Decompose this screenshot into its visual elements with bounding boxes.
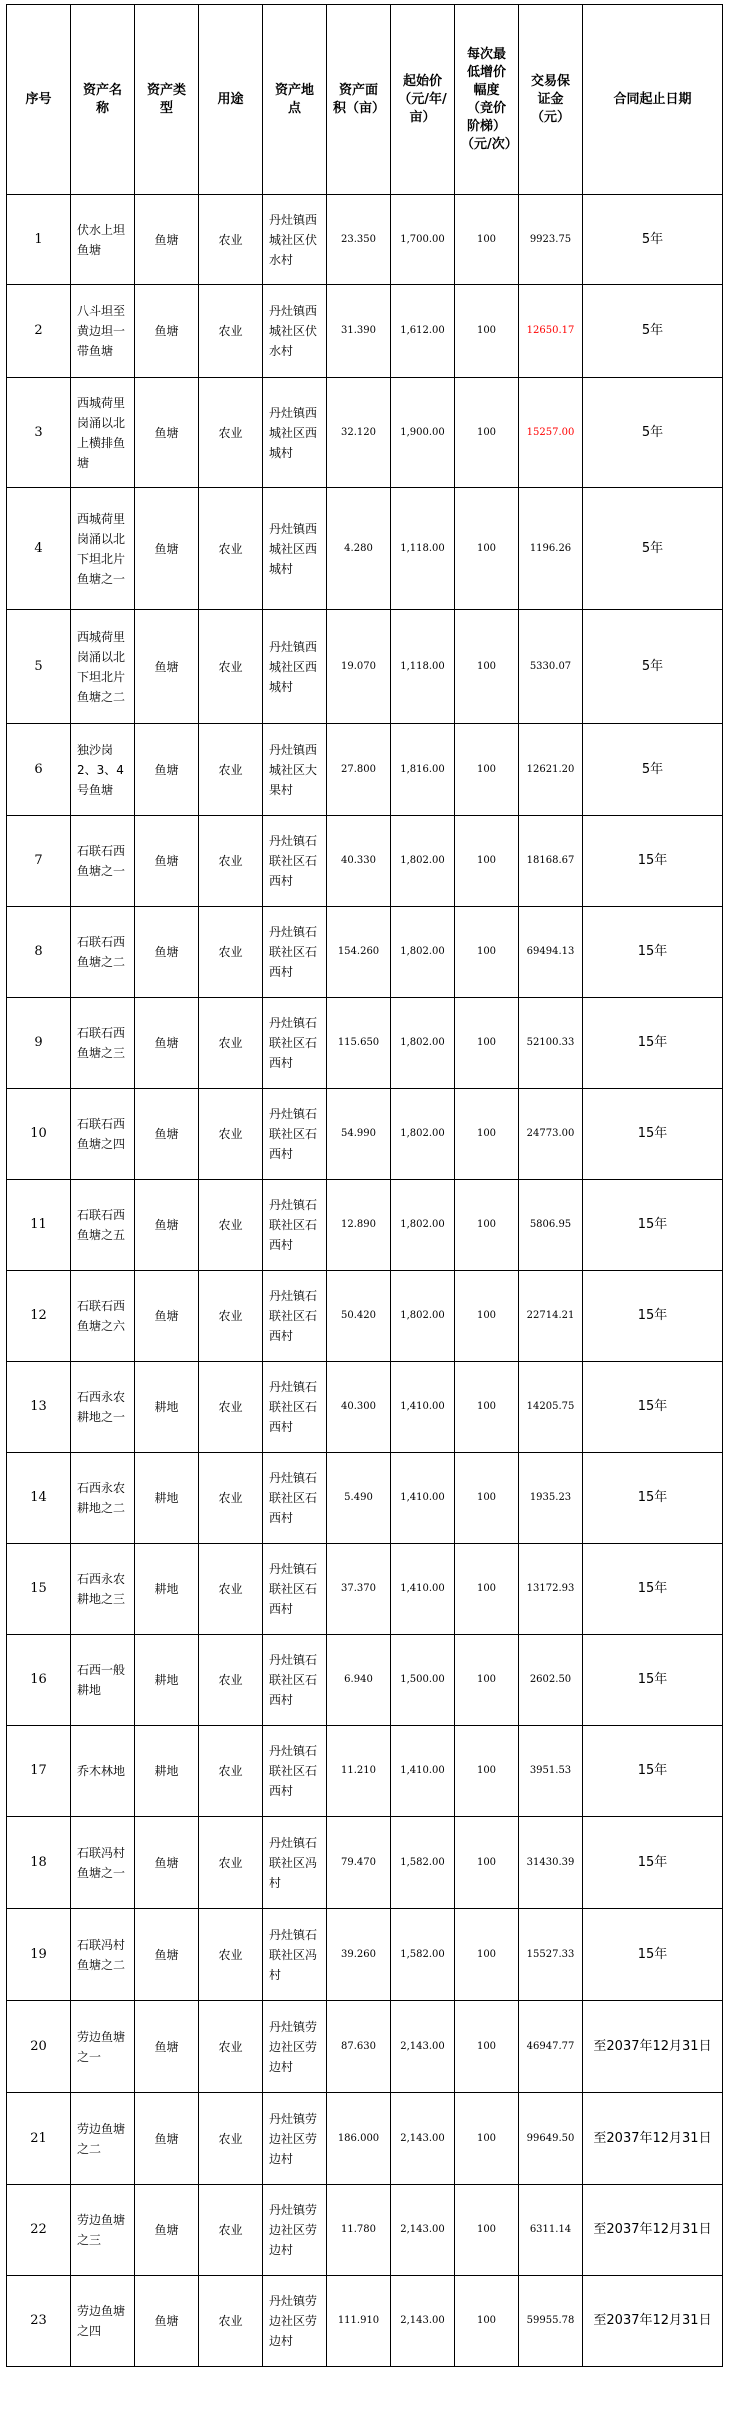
cell-bid-step: 100: [455, 1635, 519, 1726]
cell-location: 丹灶镇石联社区石西村: [263, 998, 327, 1089]
cell-contract-term: 15年: [583, 1453, 723, 1544]
asset-table: [6, 4, 723, 2367]
table-row: [7, 1089, 723, 1180]
cell-contract-term: 5年: [583, 488, 723, 610]
cell-deposit: 12650.17: [519, 285, 583, 378]
cell-seq: 5: [7, 610, 71, 724]
table-row: [7, 2276, 723, 2367]
table-row: [7, 2185, 723, 2276]
cell-use: 农业: [199, 1180, 263, 1271]
cell-location: 丹灶镇西城社区西城村: [263, 378, 327, 488]
header-seq: 序号: [7, 5, 71, 195]
cell-deposit: 18168.67: [519, 816, 583, 907]
cell-seq: 1: [7, 195, 71, 285]
header-step: 每次最低增价幅度（竞价阶梯）（元/次）: [455, 5, 519, 195]
cell-location: 丹灶镇石联社区石西村: [263, 1362, 327, 1453]
cell-asset-name: 石西永农耕地之一: [71, 1362, 135, 1453]
cell-asset-type: 鱼塘: [135, 285, 199, 378]
cell-asset-name: 石西永农耕地之三: [71, 1544, 135, 1635]
cell-deposit: 6311.14: [519, 2185, 583, 2276]
cell-bid-step: 100: [455, 1180, 519, 1271]
cell-asset-type: 鱼塘: [135, 195, 199, 285]
table-row: [7, 1726, 723, 1817]
cell-location: 丹灶镇西城社区西城村: [263, 488, 327, 610]
cell-use: 农业: [199, 2185, 263, 2276]
cell-area: 40.330: [327, 816, 391, 907]
cell-start-price: 1,118.00: [391, 610, 455, 724]
cell-deposit: 99649.50: [519, 2093, 583, 2185]
cell-seq: 6: [7, 724, 71, 816]
cell-bid-step: 100: [455, 998, 519, 1089]
cell-area: 12.890: [327, 1180, 391, 1271]
table-row: [7, 2093, 723, 2185]
cell-location: 丹灶镇石联社区石西村: [263, 907, 327, 998]
cell-start-price: 1,410.00: [391, 1726, 455, 1817]
table-row: [7, 1271, 723, 1362]
cell-deposit: 3951.53: [519, 1726, 583, 1817]
cell-asset-name: 石联石西鱼塘之二: [71, 907, 135, 998]
cell-start-price: 1,582.00: [391, 1909, 455, 2001]
table-row: [7, 816, 723, 907]
cell-contract-term: 15年: [583, 1635, 723, 1726]
cell-location: 丹灶镇石联社区石西村: [263, 1271, 327, 1362]
cell-location: 丹灶镇劳边社区劳边村: [263, 2276, 327, 2367]
cell-start-price: 1,700.00: [391, 195, 455, 285]
cell-seq: 7: [7, 816, 71, 907]
cell-area: 5.490: [327, 1453, 391, 1544]
header-term: 合同起止日期: [583, 5, 723, 195]
cell-deposit: 15527.33: [519, 1909, 583, 2001]
cell-seq: 15: [7, 1544, 71, 1635]
cell-asset-name: 石西一般耕地: [71, 1635, 135, 1726]
cell-use: 农业: [199, 1635, 263, 1726]
cell-asset-type: 鱼塘: [135, 2276, 199, 2367]
cell-use: 农业: [199, 907, 263, 998]
cell-contract-term: 5年: [583, 285, 723, 378]
cell-start-price: 1,500.00: [391, 1635, 455, 1726]
cell-bid-step: 100: [455, 1089, 519, 1180]
cell-deposit: 5806.95: [519, 1180, 583, 1271]
cell-contract-term: 至2037年12月31日: [583, 2001, 723, 2093]
cell-deposit: 15257.00: [519, 378, 583, 488]
cell-use: 农业: [199, 1089, 263, 1180]
cell-bid-step: 100: [455, 1544, 519, 1635]
cell-bid-step: 100: [455, 1817, 519, 1909]
cell-start-price: 1,118.00: [391, 488, 455, 610]
cell-seq: 13: [7, 1362, 71, 1453]
table-row: [7, 1909, 723, 2001]
cell-area: 79.470: [327, 1817, 391, 1909]
cell-use: 农业: [199, 1271, 263, 1362]
table-row: [7, 907, 723, 998]
cell-location: 丹灶镇石联社区石西村: [263, 1544, 327, 1635]
cell-bid-step: 100: [455, 2001, 519, 2093]
cell-seq: 17: [7, 1726, 71, 1817]
cell-bid-step: 100: [455, 1726, 519, 1817]
cell-area: 32.120: [327, 378, 391, 488]
cell-start-price: 1,410.00: [391, 1362, 455, 1453]
cell-asset-name: 乔木林地: [71, 1726, 135, 1817]
cell-contract-term: 15年: [583, 998, 723, 1089]
cell-contract-term: 15年: [583, 1909, 723, 2001]
cell-seq: 4: [7, 488, 71, 610]
cell-asset-type: 耕地: [135, 1544, 199, 1635]
cell-bid-step: 100: [455, 195, 519, 285]
cell-asset-type: 鱼塘: [135, 907, 199, 998]
cell-asset-type: 耕地: [135, 1362, 199, 1453]
cell-asset-type: 鱼塘: [135, 1817, 199, 1909]
cell-start-price: 1,582.00: [391, 1817, 455, 1909]
cell-deposit: 69494.13: [519, 907, 583, 998]
cell-deposit: 5330.07: [519, 610, 583, 724]
cell-asset-name: 八斗坦至黄边坦一带鱼塘: [71, 285, 135, 378]
cell-deposit: 31430.39: [519, 1817, 583, 1909]
cell-asset-type: 鱼塘: [135, 1089, 199, 1180]
cell-deposit: 13172.93: [519, 1544, 583, 1635]
cell-seq: 19: [7, 1909, 71, 2001]
cell-use: 农业: [199, 1544, 263, 1635]
cell-bid-step: 100: [455, 907, 519, 998]
cell-use: 农业: [199, 1362, 263, 1453]
cell-start-price: 1,612.00: [391, 285, 455, 378]
cell-deposit: 12621.20: [519, 724, 583, 816]
cell-asset-name: 独沙岗2、3、4号鱼塘: [71, 724, 135, 816]
cell-contract-term: 5年: [583, 378, 723, 488]
table-row: [7, 1453, 723, 1544]
cell-asset-name: 西城荷里岗涌以北下坦北片鱼塘之二: [71, 610, 135, 724]
header-name: 资产名称: [71, 5, 135, 195]
cell-contract-term: 15年: [583, 1180, 723, 1271]
cell-bid-step: 100: [455, 1909, 519, 2001]
cell-start-price: 1,900.00: [391, 378, 455, 488]
cell-contract-term: 15年: [583, 1089, 723, 1180]
cell-use: 农业: [199, 816, 263, 907]
cell-start-price: 1,802.00: [391, 1089, 455, 1180]
table-row: [7, 378, 723, 488]
cell-deposit: 52100.33: [519, 998, 583, 1089]
cell-asset-name: 劳边鱼塘之三: [71, 2185, 135, 2276]
cell-asset-name: 石联石西鱼塘之一: [71, 816, 135, 907]
cell-seq: 22: [7, 2185, 71, 2276]
cell-seq: 18: [7, 1817, 71, 1909]
table-row: [7, 998, 723, 1089]
cell-bid-step: 100: [455, 2093, 519, 2185]
cell-contract-term: 15年: [583, 1271, 723, 1362]
cell-start-price: 2,143.00: [391, 2001, 455, 2093]
cell-use: 农业: [199, 1726, 263, 1817]
cell-asset-name: 石联石西鱼塘之五: [71, 1180, 135, 1271]
cell-contract-term: 15年: [583, 907, 723, 998]
cell-seq: 10: [7, 1089, 71, 1180]
cell-asset-name: 西城荷里岗涌以北上横排鱼塘: [71, 378, 135, 488]
cell-start-price: 1,802.00: [391, 907, 455, 998]
cell-deposit: 24773.00: [519, 1089, 583, 1180]
table-row: [7, 1544, 723, 1635]
cell-area: 27.800: [327, 724, 391, 816]
cell-contract-term: 5年: [583, 724, 723, 816]
cell-asset-type: 鱼塘: [135, 2001, 199, 2093]
cell-asset-type: 鱼塘: [135, 724, 199, 816]
cell-location: 丹灶镇劳边社区劳边村: [263, 2185, 327, 2276]
cell-asset-type: 鱼塘: [135, 488, 199, 610]
cell-use: 农业: [199, 488, 263, 610]
cell-use: 农业: [199, 378, 263, 488]
cell-bid-step: 100: [455, 1271, 519, 1362]
header-price: 起始价（元/年/亩）: [391, 5, 455, 195]
cell-asset-type: 鱼塘: [135, 610, 199, 724]
cell-start-price: 1,802.00: [391, 1271, 455, 1362]
cell-contract-term: 15年: [583, 1362, 723, 1453]
cell-area: 87.630: [327, 2001, 391, 2093]
cell-use: 农业: [199, 1817, 263, 1909]
cell-bid-step: 100: [455, 2276, 519, 2367]
cell-use: 农业: [199, 2093, 263, 2185]
cell-area: 111.910: [327, 2276, 391, 2367]
cell-seq: 14: [7, 1453, 71, 1544]
cell-use: 农业: [199, 724, 263, 816]
cell-asset-type: 鱼塘: [135, 998, 199, 1089]
cell-location: 丹灶镇西城社区西城村: [263, 610, 327, 724]
cell-location: 丹灶镇石联社区冯村: [263, 1817, 327, 1909]
cell-location: 丹灶镇石联社区石西村: [263, 1635, 327, 1726]
cell-deposit: 22714.21: [519, 1271, 583, 1362]
cell-area: 186.000: [327, 2093, 391, 2185]
cell-asset-type: 鱼塘: [135, 2093, 199, 2185]
cell-seq: 3: [7, 378, 71, 488]
cell-seq: 20: [7, 2001, 71, 2093]
cell-location: 丹灶镇石联社区石西村: [263, 816, 327, 907]
cell-area: 39.260: [327, 1909, 391, 2001]
cell-area: 19.070: [327, 610, 391, 724]
cell-asset-type: 鱼塘: [135, 2185, 199, 2276]
cell-asset-type: 鱼塘: [135, 816, 199, 907]
cell-use: 农业: [199, 285, 263, 378]
cell-seq: 2: [7, 285, 71, 378]
cell-seq: 16: [7, 1635, 71, 1726]
cell-area: 54.990: [327, 1089, 391, 1180]
cell-asset-type: 鱼塘: [135, 1180, 199, 1271]
cell-asset-name: 西城荷里岗涌以北下坦北片鱼塘之一: [71, 488, 135, 610]
cell-area: 11.780: [327, 2185, 391, 2276]
cell-asset-name: 石联石西鱼塘之六: [71, 1271, 135, 1362]
cell-bid-step: 100: [455, 816, 519, 907]
cell-area: 11.210: [327, 1726, 391, 1817]
cell-bid-step: 100: [455, 2185, 519, 2276]
cell-location: 丹灶镇劳边社区劳边村: [263, 2001, 327, 2093]
cell-asset-type: 耕地: [135, 1726, 199, 1817]
cell-deposit: 9923.75: [519, 195, 583, 285]
cell-contract-term: 至2037年12月31日: [583, 2093, 723, 2185]
cell-start-price: 2,143.00: [391, 2185, 455, 2276]
cell-area: 23.350: [327, 195, 391, 285]
cell-asset-name: 劳边鱼塘之一: [71, 2001, 135, 2093]
cell-location: 丹灶镇劳边社区劳边村: [263, 2093, 327, 2185]
cell-start-price: 1,410.00: [391, 1453, 455, 1544]
table-row: [7, 285, 723, 378]
cell-asset-type: 耕地: [135, 1635, 199, 1726]
header-row: [7, 5, 723, 195]
cell-deposit: 1935.23: [519, 1453, 583, 1544]
cell-seq: 12: [7, 1271, 71, 1362]
table-row: [7, 724, 723, 816]
table-row: [7, 2001, 723, 2093]
cell-seq: 23: [7, 2276, 71, 2367]
cell-area: 154.260: [327, 907, 391, 998]
cell-bid-step: 100: [455, 1362, 519, 1453]
cell-bid-step: 100: [455, 1453, 519, 1544]
cell-asset-type: 鱼塘: [135, 1909, 199, 2001]
cell-area: 4.280: [327, 488, 391, 610]
cell-deposit: 59955.78: [519, 2276, 583, 2367]
table-row: [7, 488, 723, 610]
cell-contract-term: 15年: [583, 1817, 723, 1909]
cell-contract-term: 15年: [583, 816, 723, 907]
cell-start-price: 1,816.00: [391, 724, 455, 816]
cell-asset-type: 鱼塘: [135, 378, 199, 488]
cell-asset-name: 劳边鱼塘之二: [71, 2093, 135, 2185]
cell-area: 115.650: [327, 998, 391, 1089]
table-row: [7, 1362, 723, 1453]
cell-start-price: 1,802.00: [391, 1180, 455, 1271]
cell-area: 6.940: [327, 1635, 391, 1726]
cell-location: 丹灶镇西城社区大果村: [263, 724, 327, 816]
cell-location: 丹灶镇西城社区伏水村: [263, 195, 327, 285]
cell-seq: 11: [7, 1180, 71, 1271]
cell-location: 丹灶镇石联社区冯村: [263, 1909, 327, 2001]
cell-contract-term: 至2037年12月31日: [583, 2185, 723, 2276]
header-type: 资产类型: [135, 5, 199, 195]
cell-contract-term: 至2037年12月31日: [583, 2276, 723, 2367]
cell-location: 丹灶镇石联社区石西村: [263, 1726, 327, 1817]
cell-contract-term: 5年: [583, 610, 723, 724]
cell-deposit: 46947.77: [519, 2001, 583, 2093]
table-row: [7, 1817, 723, 1909]
header-area: 资产面积（亩）: [327, 5, 391, 195]
cell-asset-name: 石联冯村鱼塘之一: [71, 1817, 135, 1909]
cell-contract-term: 5年: [583, 195, 723, 285]
cell-asset-name: 石联石西鱼塘之四: [71, 1089, 135, 1180]
cell-deposit: 1196.26: [519, 488, 583, 610]
header-use: 用途: [199, 5, 263, 195]
cell-deposit: 2602.50: [519, 1635, 583, 1726]
cell-bid-step: 100: [455, 610, 519, 724]
cell-location: 丹灶镇西城社区伏水村: [263, 285, 327, 378]
cell-use: 农业: [199, 1453, 263, 1544]
cell-start-price: 1,802.00: [391, 998, 455, 1089]
cell-asset-type: 鱼塘: [135, 1271, 199, 1362]
table-row: [7, 1180, 723, 1271]
cell-area: 40.300: [327, 1362, 391, 1453]
table-row: [7, 1635, 723, 1726]
header-location: 资产地点: [263, 5, 327, 195]
table-row: [7, 610, 723, 724]
cell-use: 农业: [199, 195, 263, 285]
cell-bid-step: 100: [455, 488, 519, 610]
cell-use: 农业: [199, 2001, 263, 2093]
cell-bid-step: 100: [455, 724, 519, 816]
cell-bid-step: 100: [455, 378, 519, 488]
table-body: [7, 195, 723, 2367]
cell-asset-name: 伏水上坦鱼塘: [71, 195, 135, 285]
cell-area: 50.420: [327, 1271, 391, 1362]
cell-seq: 8: [7, 907, 71, 998]
cell-asset-name: 石西永农耕地之二: [71, 1453, 135, 1544]
cell-start-price: 1,802.00: [391, 816, 455, 907]
cell-area: 37.370: [327, 1544, 391, 1635]
cell-use: 农业: [199, 610, 263, 724]
cell-start-price: 2,143.00: [391, 2093, 455, 2185]
cell-bid-step: 100: [455, 285, 519, 378]
cell-asset-name: 劳边鱼塘之四: [71, 2276, 135, 2367]
table-row: [7, 195, 723, 285]
cell-area: 31.390: [327, 285, 391, 378]
cell-location: 丹灶镇石联社区石西村: [263, 1453, 327, 1544]
cell-start-price: 2,143.00: [391, 2276, 455, 2367]
cell-start-price: 1,410.00: [391, 1544, 455, 1635]
cell-deposit: 14205.75: [519, 1362, 583, 1453]
cell-contract-term: 15年: [583, 1726, 723, 1817]
cell-asset-name: 石联冯村鱼塘之二: [71, 1909, 135, 2001]
cell-seq: 21: [7, 2093, 71, 2185]
cell-seq: 9: [7, 998, 71, 1089]
cell-location: 丹灶镇石联社区石西村: [263, 1180, 327, 1271]
cell-use: 农业: [199, 1909, 263, 2001]
cell-use: 农业: [199, 2276, 263, 2367]
cell-contract-term: 15年: [583, 1544, 723, 1635]
cell-location: 丹灶镇石联社区石西村: [263, 1089, 327, 1180]
header-deposit: 交易保证金（元）: [519, 5, 583, 195]
cell-asset-type: 耕地: [135, 1453, 199, 1544]
cell-use: 农业: [199, 998, 263, 1089]
cell-asset-name: 石联石西鱼塘之三: [71, 998, 135, 1089]
